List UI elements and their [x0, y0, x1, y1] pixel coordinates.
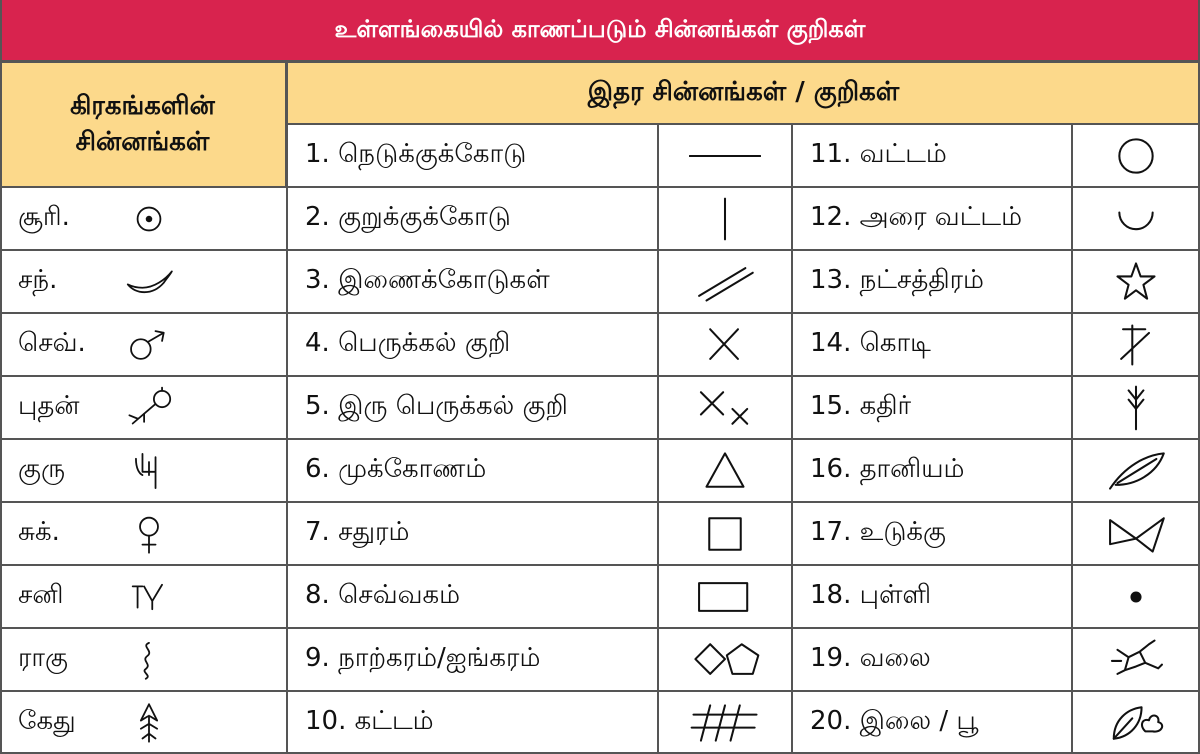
sign-label-cell: [287, 439, 658, 502]
sign-label-cell-label: 5. இரு பெருக்கல் குறி: [305, 391, 568, 421]
horizontal-line-icon: [689, 131, 761, 181]
sign-icon-cell: [658, 628, 792, 691]
sign-label-cell: [792, 502, 1072, 565]
sign-label-cell-label: 7. சதுரம்: [305, 517, 410, 547]
flag-icon: [1100, 320, 1172, 370]
circle-icon: [1100, 131, 1172, 181]
cross-icon: [689, 320, 761, 370]
sign-label-cell: [287, 250, 658, 313]
rahu-symbol-icon: [118, 635, 180, 685]
grid-icon: [689, 698, 761, 748]
jupiter-symbol-icon: [118, 446, 180, 496]
sign-label-cell-label: 15. கதிர்: [810, 391, 912, 421]
square-icon: [689, 509, 761, 559]
sign-label-cell: [287, 565, 658, 628]
sign-label-cell-label: 11. வட்டம்: [810, 139, 947, 169]
sign-label-cell: [287, 313, 658, 376]
sign-label-cell: [287, 691, 658, 754]
sign-label-cell: [287, 502, 658, 565]
sign-label-cell-label: 16. தானியம்: [810, 454, 965, 484]
moon-symbol-icon: [118, 257, 180, 307]
planet-row-label: சந்.: [18, 265, 58, 295]
sign-label-cell-label: 2. குறுக்குக்கோடு: [305, 202, 511, 232]
sign-label-cell: [287, 124, 658, 187]
diamond-pentagon-icon: [689, 635, 761, 685]
rectangle-icon: [689, 572, 761, 622]
venus-symbol-icon: [118, 509, 180, 559]
sign-label-cell: [792, 124, 1072, 187]
triangle-icon: [689, 446, 761, 496]
other-signs-header: இதர சின்னங்கள் / குறிகள்: [287, 62, 1200, 124]
sun-symbol-icon: [118, 194, 180, 244]
saturn-symbol-icon: [118, 572, 180, 622]
planet-row: [0, 187, 287, 250]
planet-row-label: கேது: [18, 706, 76, 736]
sign-label-cell-label: 14. கொடி: [810, 328, 931, 358]
sign-label-cell: [792, 628, 1072, 691]
planet-row-label: செவ்.: [18, 328, 86, 358]
dot-icon: [1100, 572, 1172, 622]
sign-label-cell: [792, 565, 1072, 628]
planet-row: [0, 628, 287, 691]
table-title: உள்ளங்கையில் காணப்படும் சின்னங்கள் குறிகள்: [0, 0, 1200, 62]
sign-label-cell: [792, 250, 1072, 313]
sign-label-cell-label: 19. வலை: [810, 643, 931, 673]
parallel-lines-icon: [689, 257, 761, 307]
planet-row-label: சூரி.: [18, 202, 70, 232]
sign-icon-cell: [658, 502, 792, 565]
sign-icon-cell: [1072, 187, 1200, 250]
sign-label-cell: [792, 313, 1072, 376]
sign-label-cell-label: 3. இணைக்கோடுகள்: [305, 265, 550, 295]
ketu-symbol-icon: [118, 698, 180, 748]
sign-label-cell-label: 8. செவ்வகம்: [305, 580, 461, 610]
leaf-flower-icon: [1100, 698, 1172, 748]
sign-label-cell: [792, 439, 1072, 502]
sign-label-cell-label: 10. கட்டம்: [305, 706, 434, 736]
sign-icon-cell: [658, 124, 792, 187]
sign-label-cell-label: 4. பெருக்கல் குறி: [305, 328, 511, 358]
sign-icon-cell: [1072, 439, 1200, 502]
planet-row: [0, 313, 287, 376]
sign-icon-cell: [1072, 376, 1200, 439]
sign-label-cell: [792, 691, 1072, 754]
sign-icon-cell: [658, 250, 792, 313]
sign-label-cell: [287, 376, 658, 439]
sign-icon-cell: [658, 691, 792, 754]
sign-label-cell-label: 20. இலை / பூ: [810, 706, 979, 736]
sign-label-cell: [287, 628, 658, 691]
mercury-symbol-icon: [118, 383, 180, 433]
sign-icon-cell: [1072, 250, 1200, 313]
sign-label-cell-label: 17. உடுக்கு: [810, 517, 946, 547]
half-circle-icon: [1100, 194, 1172, 244]
sign-icon-cell: [658, 565, 792, 628]
grain-icon: [1100, 446, 1172, 496]
planet-header-line-1: கிரகங்களின்: [70, 91, 215, 122]
planet-row-label: சனி: [18, 580, 64, 610]
sign-icon-cell: [658, 439, 792, 502]
planet-row-label: சுக்.: [18, 517, 60, 547]
drum-icon: [1100, 509, 1172, 559]
planet-row-label: குரு: [18, 454, 66, 484]
sign-label-cell: [792, 376, 1072, 439]
mars-symbol-icon: [118, 320, 180, 370]
sign-label-cell-label: 6. முக்கோணம்: [305, 454, 487, 484]
planet-symbols-header: [0, 62, 287, 187]
sign-label-cell-label: 13. நட்சத்திரம்: [810, 265, 984, 295]
sign-icon-cell: [658, 313, 792, 376]
sign-icon-cell: [1072, 691, 1200, 754]
sign-label-cell: [287, 187, 658, 250]
sign-label-cell-label: 9. நாற்கரம்/ஐங்கரம்: [305, 643, 541, 673]
sign-label-cell-label: 18. புள்ளி: [810, 580, 932, 610]
vertical-line-icon: [689, 194, 761, 244]
planet-row: [0, 376, 287, 439]
sign-label-cell-label: 1. நெடுக்குக்கோடு: [305, 139, 527, 169]
grain-stalk-icon: [1100, 383, 1172, 433]
sign-icon-cell: [658, 187, 792, 250]
planet-row: [0, 439, 287, 502]
sign-label-cell-label: 12. அரை வட்டம்: [810, 202, 1022, 232]
planet-row: [0, 691, 287, 754]
sign-icon-cell: [658, 376, 792, 439]
sign-label-cell: [792, 187, 1072, 250]
star-icon: [1100, 257, 1172, 307]
sign-icon-cell: [1072, 313, 1200, 376]
sign-icon-cell: [1072, 628, 1200, 691]
sign-icon-cell: [1072, 124, 1200, 187]
planet-row-label: ராகு: [18, 643, 68, 673]
planet-header-line-2: சின்னங்கள்: [75, 126, 210, 157]
planet-row: [0, 565, 287, 628]
double-cross-icon: [689, 383, 761, 433]
planet-row-label: புதன்: [18, 391, 80, 421]
sign-icon-cell: [1072, 502, 1200, 565]
planet-row: [0, 250, 287, 313]
planet-row: [0, 502, 287, 565]
net-icon: [1100, 635, 1172, 685]
sign-icon-cell: [1072, 565, 1200, 628]
